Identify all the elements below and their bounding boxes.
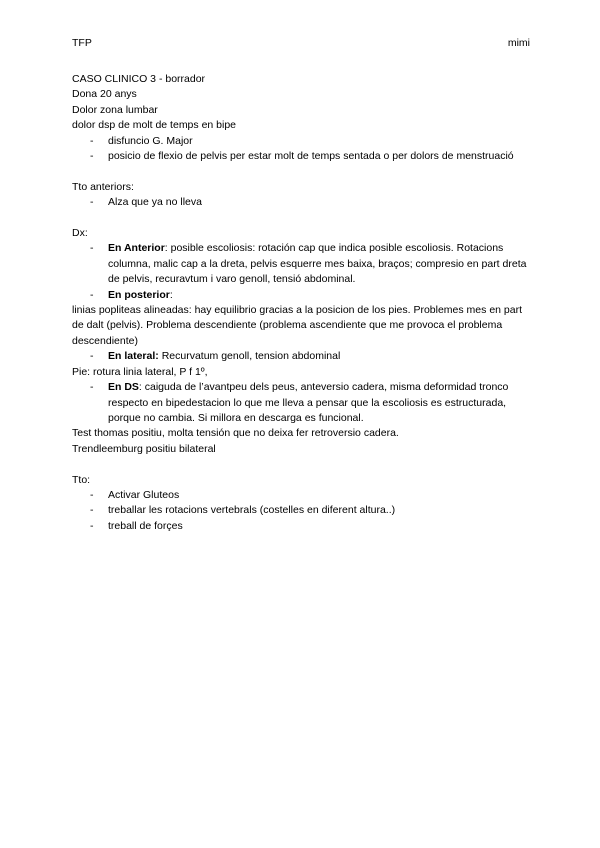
complaint: Dolor zona lumbar: [72, 103, 158, 116]
dx-anterior: [72, 241, 528, 287]
dx-lateral: [72, 349, 528, 364]
dx-list-1: [72, 241, 528, 303]
case-title: CASO CLINICO 3 - borrador: [72, 73, 206, 85]
list-item: - Activar Gluteos: [72, 488, 528, 503]
dx-posterior-text: :: [169, 288, 173, 301]
dx-ds: [72, 380, 528, 426]
tto-heading: Tto:: [72, 473, 91, 486]
dx-pie: Pie: rotura linia lateral, P f 1º,: [72, 365, 208, 378]
complaint-detail: dolor dsp de molt de temps en bipe: [72, 119, 237, 132]
dx-heading: Dx:: [72, 227, 88, 240]
dx-list-2: [72, 349, 528, 364]
dx-ds-text: : caiguda de l’avantpeu dels peus, anteversio cadera, misma deformidad tronco respecto en bipedestacion lo que me lleva a pensar que la escoliosis es estructurada, porque no cambia. Si millora en descarga es funcional.: [108, 381, 509, 424]
dx-ds-label: En DS: [108, 381, 139, 394]
header-right: mimi: [507, 37, 530, 49]
tto-anteriors-heading: Tto anteriors:: [72, 180, 134, 193]
intro-list: [72, 134, 528, 165]
dx-posterior: [72, 288, 528, 303]
dx-anterior-text: : posible escoliosis: rotación cap que indica posible escoliosis. Rotacions columna, malic cap a la dreta, pelvis esquerre mes baixa, braços; compresio en part dreta de pelvis, recuravtum i varo genoll, tensió abdominal.: [108, 242, 527, 286]
list-item: - Alza que ya no lleva: [72, 195, 528, 210]
list-item: - treballar les rotacions vertebrals (costelles en diferent altura..): [72, 503, 528, 518]
patient-info: Dona 20 anys: [72, 88, 137, 101]
dx-lateral-label: En lateral:: [108, 350, 159, 363]
dx-thomas: Test thomas positiu, molta tensión que no deixa fer retroversio cadera.: [72, 427, 399, 440]
dx-posterior-label: En posterior: [108, 288, 170, 301]
dx-list-3: [72, 380, 528, 426]
dx-trendelenburg: Trendleemburg positiu bilateral: [72, 442, 216, 455]
dx-anterior-label: En Anterior: [108, 242, 165, 255]
dx-lateral-text: Recurvatum genoll, tension abdominal: [158, 350, 341, 363]
list-item: - treball de forçes: [72, 519, 528, 534]
list-item: - disfuncio G. Major: [72, 134, 528, 149]
tto-anteriors-list: [72, 195, 528, 210]
list-item: - posicio de flexio de pelvis per estar molt de temps sentada o per dolors de menstruació: [72, 149, 528, 164]
dx-posterior-desc: linias popliteas alineadas: hay equilibrio gracias a la posicion de los pies. Problemes mes en part de dalt (pelvis). Problema descendiente (problema ascendiente que me provoca el problema descendiente): [72, 304, 523, 347]
tto-list: [72, 488, 528, 534]
header-left: TFP: [72, 37, 92, 49]
document-body: [72, 72, 528, 534]
